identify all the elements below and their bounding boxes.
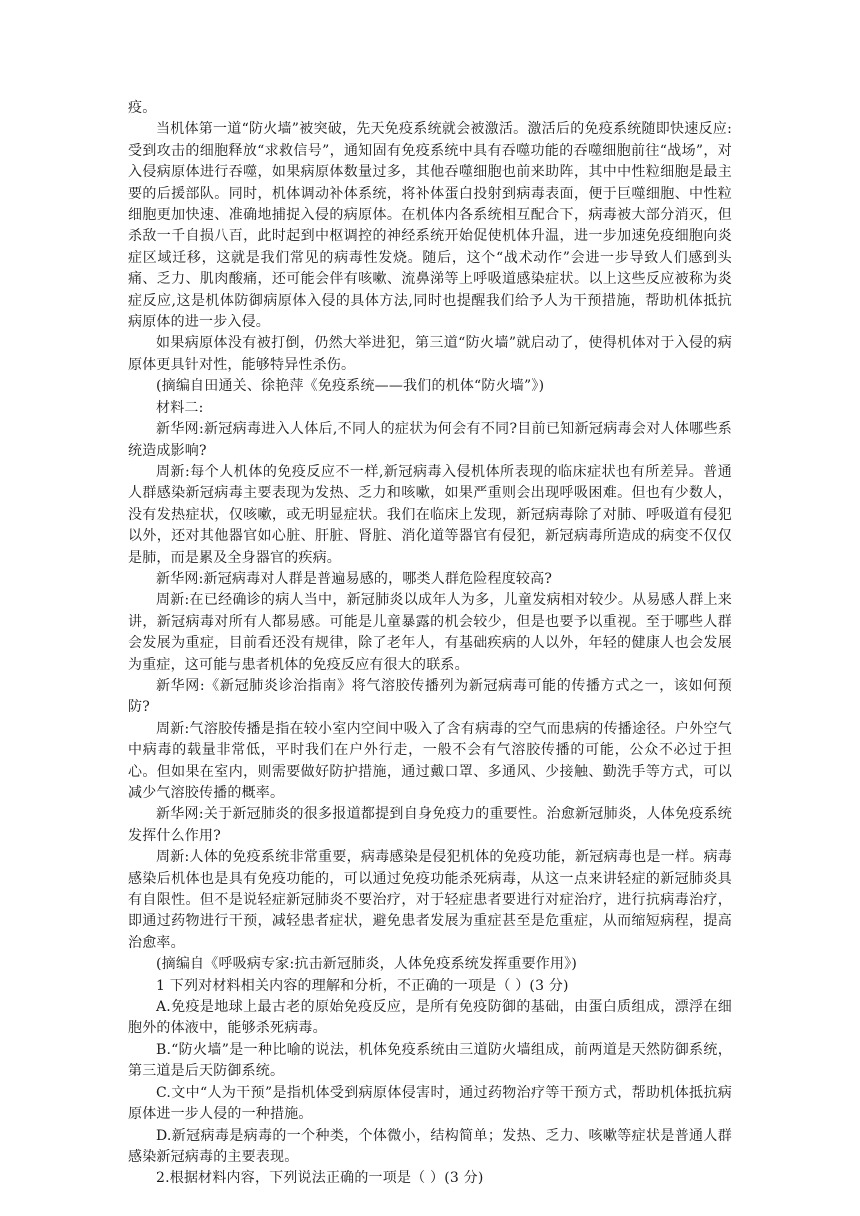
interview-question: 新华网:关于新冠肺炎的很多报道都提到自身免疫力的重要性。治愈新冠肺炎，人体免疫系统发挥什么作用? <box>128 806 732 844</box>
question-2: 2.根据材料内容，下列说法正确的一项是（ ）(3 分) <box>156 1170 484 1187</box>
citation: (摘编自《呼吸病专家:抗击新冠肺炎，人体免疫系统发挥重要作用》) <box>156 956 578 973</box>
interview-question: 新华网:新冠病毒进入人体后,不同人的症状为何会有不同?目前已知新冠病毒会对人体哪些系统造成影响? <box>128 421 732 459</box>
option-b: B.“防火墙”是一种比喻的说法，机体免疫系统由三道防火墙组成，前两道是天然防御系统，第三道是后天防御系统。 <box>128 1041 732 1080</box>
paragraph: 当机体第一道“防火墙”被突破，先天免疫系统就会被激活。激活后的免疫系统随即快速反应:受到攻击的细胞释放“求救信号”，通知固有免疫系统中具有吞噬功能的吞噬细胞前往“战场”，对入侵病原体进行吞噬，如果病原体数量过多，其他吞噬细胞也前来助阵，其中中性粒细胞是最主要的后援部队。同时，机体调动补体系统，将补体蛋白投射到病毒表面，便于巨噬细胞、中性粒细胞更加快速、准确地捕捉入侵的病原体。在机体内各系统相互配合下，病毒被大部分消灭，但杀敌一千自损八百，此时起到中枢调控的神经系统开始促使机体升温，进一步加速免疫细胞向炎症区域迁移，这就是我们常见的病毒性发烧。随后，这个“战术动作”会进一步导致人们感到头痛、乏力、肌肉酸痛，还可能会伴有咳嗽、流鼻涕等上呼吸道感染症状。以上这些反应被称为炎症反应,这是机体防御病原体入侵的具体方法,同时也提醒我们给予人为干预措施，帮助机体抵抗病原体的进一步入侵。 <box>128 121 732 331</box>
interview-answer: 周新:每个人机体的免疫反应不一样,新冠病毒入侵机体所表现的临床症状也有所差异。普通人群感染新冠病毒主要表现为发热、乏力和咳嗽，如果严重则会出现呼吸困难。但也有少数人，没有发热症状，仅咳嗽，或无明显症状。我们在临床上发现，新冠病毒除了对肺、呼吸道有侵犯以外，还对其他器官如心脏、肝脏、肾脏、消化道等器官有侵犯，新冠病毒所造成的病变不仅仅是肺，而是累及全身器官的疾病。 <box>128 463 732 566</box>
section-heading: 材料二: <box>156 399 204 416</box>
citation: (摘编自田通关、徐艳萍《免疫系统——我们的机体“防火墙”》) <box>156 378 545 395</box>
document-body <box>128 98 732 1190</box>
interview-answer: 周新:人体的免疫系统非常重要，病毒感染是侵犯机体的免疫功能，新冠病毒也是一样。病毒感染后机体也是具有免疫功能的，可以通过免疫功能杀死病毒，从这一点来讲轻症的新冠肺炎具有自限性。但不是说轻症新冠肺炎不要治疗，对于轻症患者要进行对症治疗，进行抗病毒治疗，即通过药物进行干预，减轻患者症状，避免患者发展为重症甚至是危重症，从而缩短病程，提高治愈率。 <box>128 849 732 951</box>
question-1: 1 下列对材料相关内容的理解和分析，不正确的一项是（ ）(3 分) <box>156 977 569 994</box>
interview-answer: 周新:气溶胶传播是指在较小室内空间中吸入了含有病毒的空气而患病的传播途径。户外空气中病毒的载量非常低，平时我们在户外行走，一般不会有气溶胶传播的可能，公众不必过于担心。但如果在室内，则需要做好防护措施，通过戴口罩、多通风、少接触、勤洗手等方式，可以减少气溶胶传播的概率。 <box>128 720 732 801</box>
option-a: A.免疫是地球上最古老的原始免疫反应，是所有免疫防御的基础，由蛋白质组成，漂浮在细胞外的体液中，能够杀死病毒。 <box>128 999 732 1037</box>
paragraph: 如果病原体没有被打倒，仍然大举进犯，第三道“防火墙”就启动了，使得机体对于入侵的病原体更具针对性，能够特异性杀伤。 <box>128 335 732 373</box>
interview-question: 新华网:《新冠肺炎诊治指南》将气溶胶传播列为新冠病毒可能的传播方式之一，该如何预防? <box>128 677 732 716</box>
option-c: C.文中“人为干预”是指机体受到病原体侵害时，通过药物治疗等干预方式，帮助机体抵抗病原体进一步人侵的一种措施。 <box>128 1084 732 1123</box>
interview-question: 新华网:新冠病毒对人群是普遍易感的，哪类人群危险程度较高? <box>156 570 553 587</box>
option-d: D.新冠病毒是病毒的一个种类，个体微小，结构简单；发热、乏力、咳嗽等症状是普通人群感染新冠病毒的主要表现。 <box>128 1127 732 1165</box>
interview-answer: 周新:在已经确诊的病人当中，新冠肺炎以成年人为多，儿童发病相对较少。从易感人群上来讲，新冠病毒对所有人都易感。可能是儿童暴露的机会较少，但是也要予以重视。至于哪些人群会发展为重症，目前看还没有规律，除了老年人，有基础疾病的人以外，年轻的健康人也会发展为重症，这可能与患者机体的免疫反应有很大的联系。 <box>128 592 732 673</box>
paragraph: 疫。 <box>128 100 157 116</box>
